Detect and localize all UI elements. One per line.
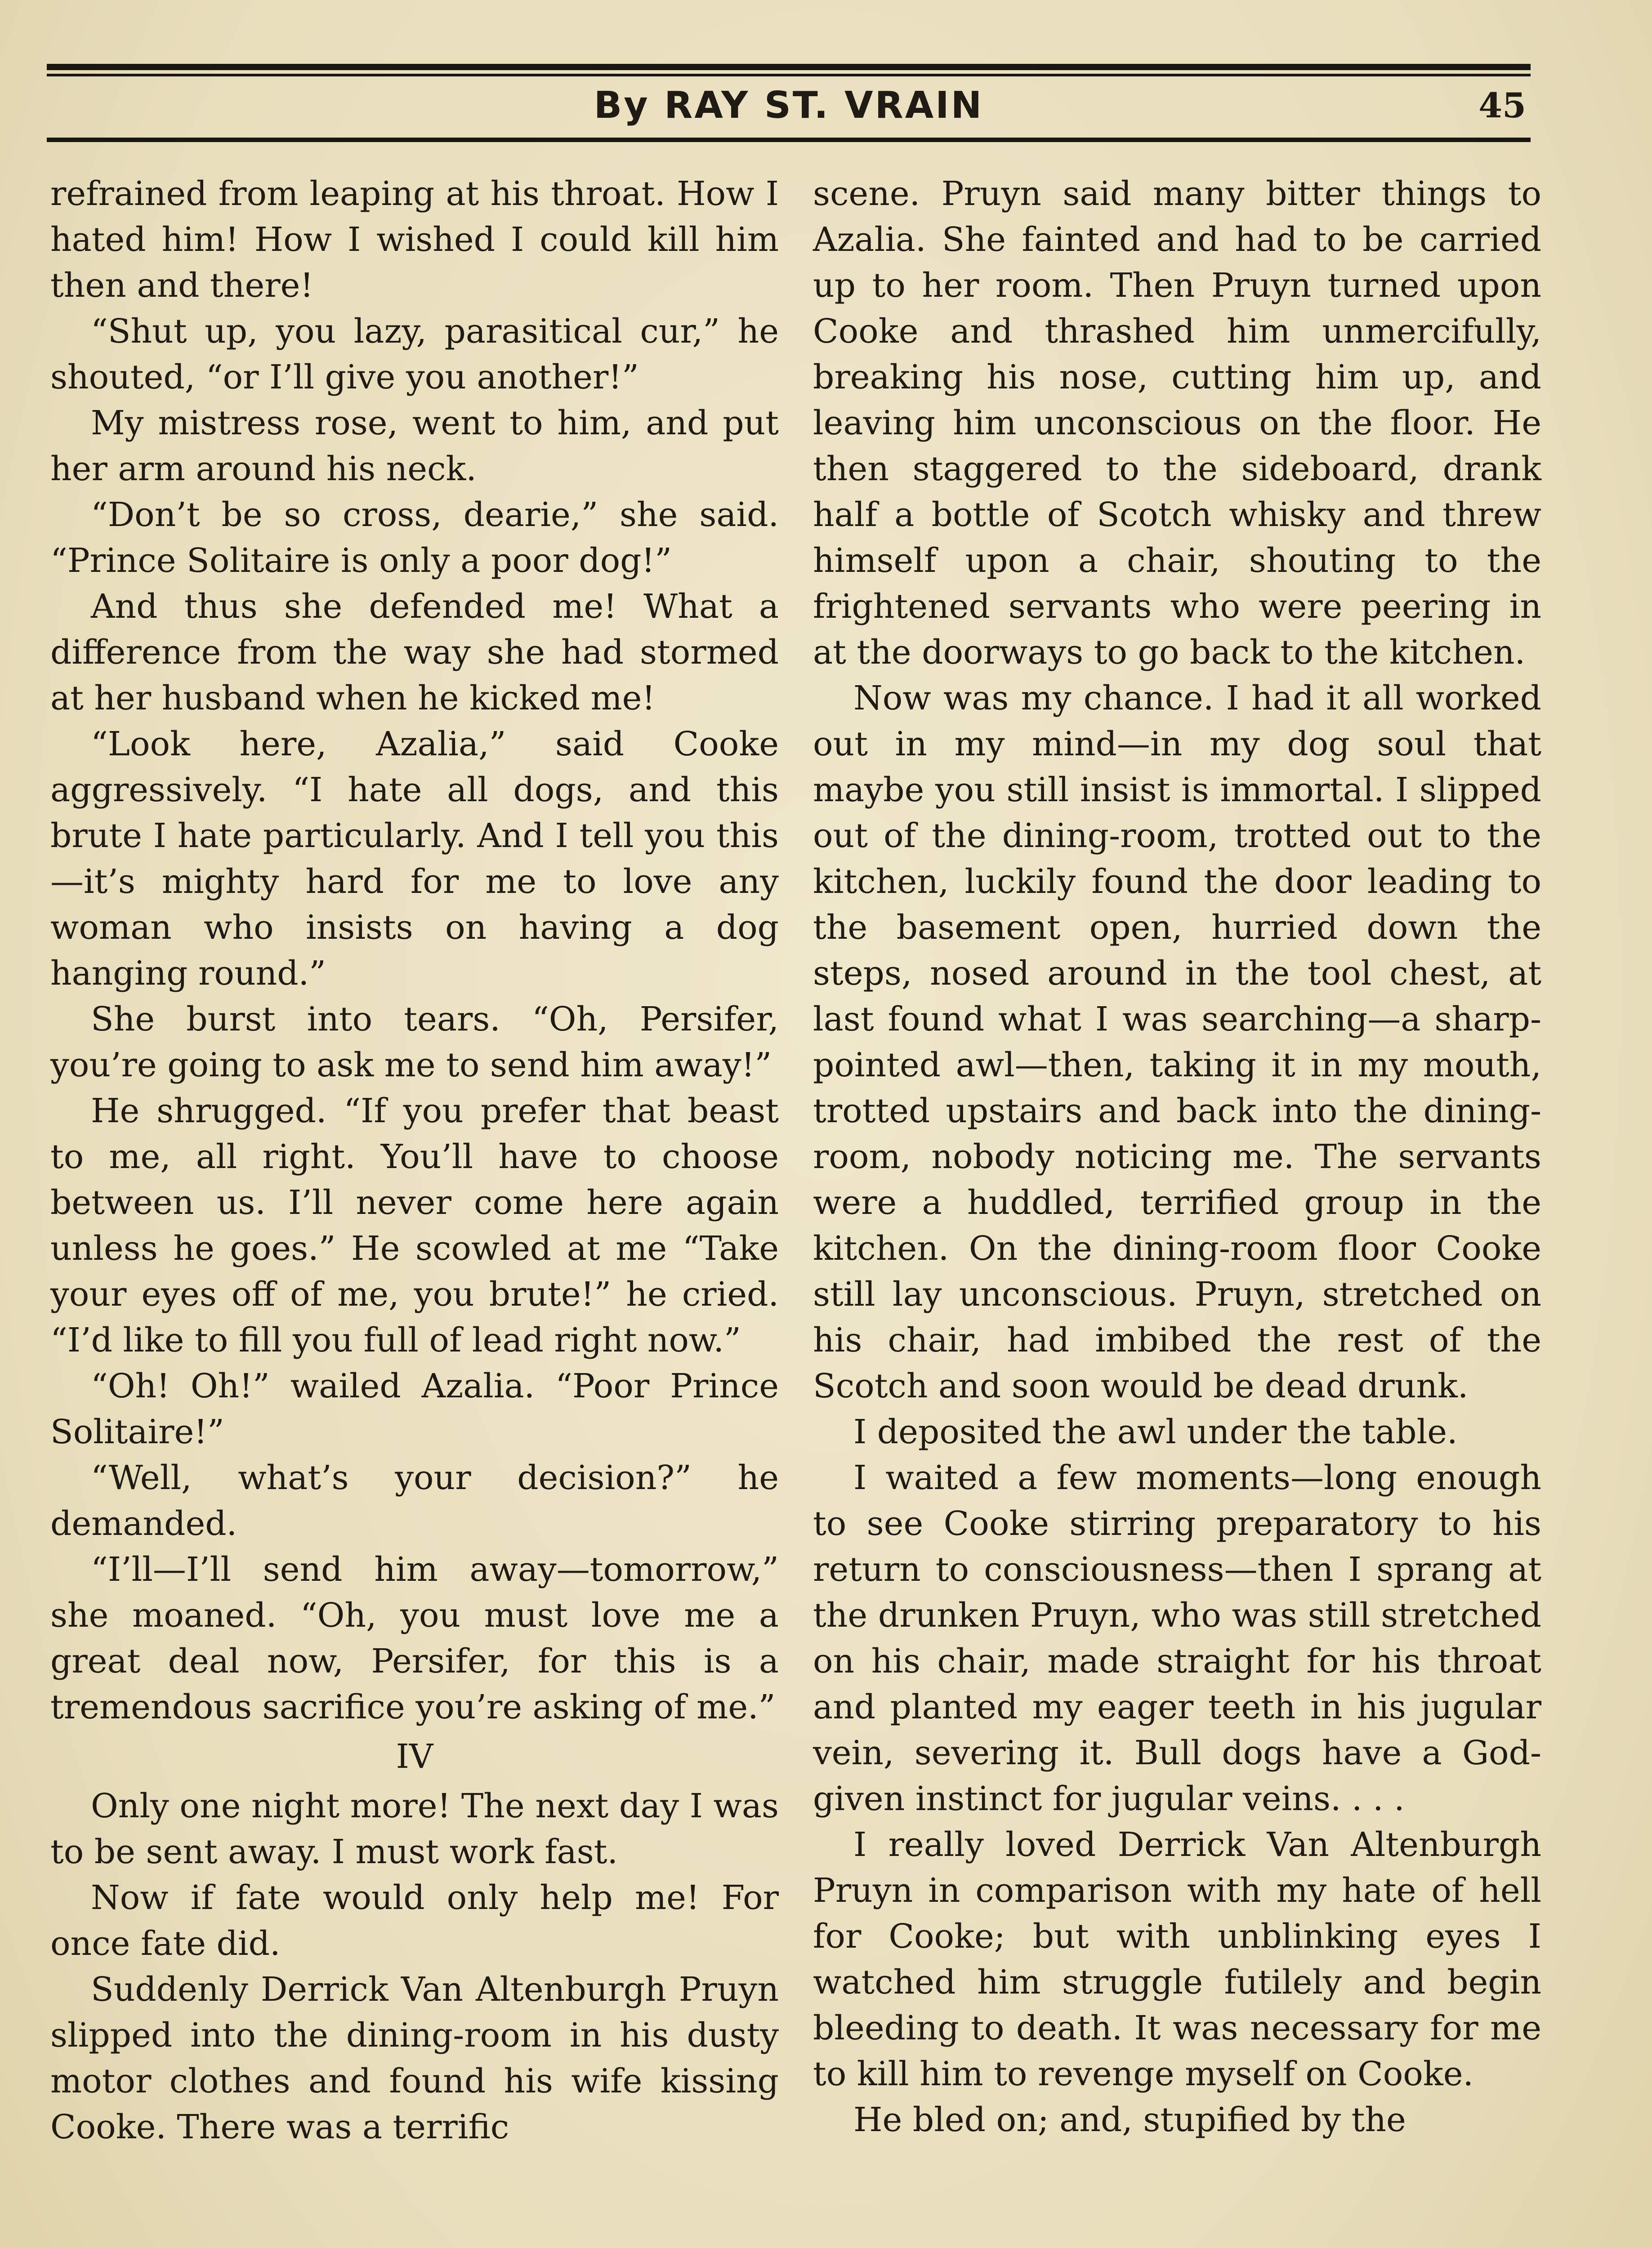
paragraph: “I’ll—I’ll send him away—tomorrow,” she moaned. “Oh, you must love me a great deal now, Persifer, for this is a tremendous sacrifice you’re asking of me.” <box>50 1550 779 1726</box>
paragraph: I waited a few moments—long enough to see Cooke stirring preparatory to his return to consciousness—then I sprang at the drunken Pruyn, who was still stretched on his chair, made straight for his throat and planted my eager teeth in his jugular vein, severing it. Bull dogs have a God-given instinct for jugular veins. . . . <box>813 1459 1541 1818</box>
paragraph: “Well, what’s your decision?” he demanded. <box>50 1459 779 1543</box>
paragraph: My mistress rose, went to him, and put her arm around his neck. <box>50 404 779 488</box>
paragraph: She burst into tears. “Oh, Persifer, you’re going to ask me to send him away!” <box>50 1000 779 1084</box>
paragraph: “Look here, Azalia,” said Cooke aggressively. “I hate all dogs, and this brute I hate particularly. And I tell you this—it’s mighty hard for me to love any woman who insists on having a dog hanging round.” <box>50 725 779 993</box>
paragraph: scene. Pruyn said many bitter things to Azalia. She fainted and had to be carried up to her room. Then Pruyn turned upon Cooke and thrashed him unmercifully, breaking his nose, cutting him up, and leaving him unconscious on the floor. He then staggered to the sideboard, drank half a bottle of Scotch whisky and threw himself upon a chair, shouting to the frightened servants who were peering in at the doorways to go back to the kitchen. <box>813 174 1541 672</box>
right-text-column <box>813 171 1541 2143</box>
paragraph: Suddenly Derrick Van Altenburgh Pruyn slipped into the dining-room in his dusty motor clothes and found his wife kissing Cooke. There was a terrific <box>50 1970 779 2146</box>
author-byline: By RAY ST. VRAIN <box>594 84 984 127</box>
paragraph: “Shut up, you lazy, parasitical cur,” he shouted, “or I’ll give you another!” <box>50 312 779 397</box>
header-rule-bottom <box>47 138 1531 142</box>
paragraph: He bled on; and, stupified by the <box>853 2101 1406 2139</box>
paragraph: refrained from leaping at his throat. How I hated him! How I wished I could kill him then and there! <box>50 174 779 305</box>
paragraph: Now if fate would only help me! For once fate did. <box>50 1878 779 1963</box>
header-rule-top-thin <box>47 74 1531 76</box>
page-header <box>47 81 1531 130</box>
paragraph: “Oh! Oh!” wailed Azalia. “Poor Prince Solitaire!” <box>50 1367 779 1451</box>
paragraph: Now was my chance. I had it all worked out in my mind—in my dog soul that maybe you still insist is immortal. I slipped out of the dining-room, trotted out to the kitchen, luckily found the door leading to the basement open, hurried down the steps, nosed around in the tool chest, at last found what I was searching—a sharp-pointed awl—then, taking it in my mouth, trotted upstairs and back into the dining-room, nobody noticing me. The servants were a huddled, terrified group in the kitchen. On the dining-room floor Cooke still lay unconscious. Pruyn, stretched on his chair, had imbibed the rest of the Scotch and soon would be dead drunk. <box>813 679 1541 1405</box>
paragraph: I deposited the awl under the table. <box>853 1413 1458 1451</box>
paragraph: “Don’t be so cross, dearie,” she said. “Prince Solitaire is only a poor dog!” <box>50 495 779 580</box>
paragraph: Only one night more! The next day I was to be sent away. I must work fast. <box>50 1787 779 1871</box>
paragraph: I really loved Derrick Van Altenburgh Pruyn in comparison with my hate of hell for Cooke; but with unblinking eyes I watched him struggle futilely and begin bleeding to death. It was necessary for me to kill him to revenge myself on Cooke. <box>813 1825 1541 2093</box>
left-text-column <box>50 171 779 2150</box>
paragraph: And thus she defended me! What a difference from the way she had stormed at her husband when he kicked me! <box>50 587 779 718</box>
paragraph: He shrugged. “If you prefer that beast to me, all right. You’ll have to choose between us. I’ll never come here again unless he goes.” He scowled at me “Take your eyes off of me, you brute!” he cried. “I’d like to fill you full of lead right now.” <box>50 1092 779 1360</box>
page-number: 45 <box>1478 85 1526 125</box>
section-heading: IV <box>396 1737 433 1776</box>
header-rule-top <box>47 64 1531 70</box>
